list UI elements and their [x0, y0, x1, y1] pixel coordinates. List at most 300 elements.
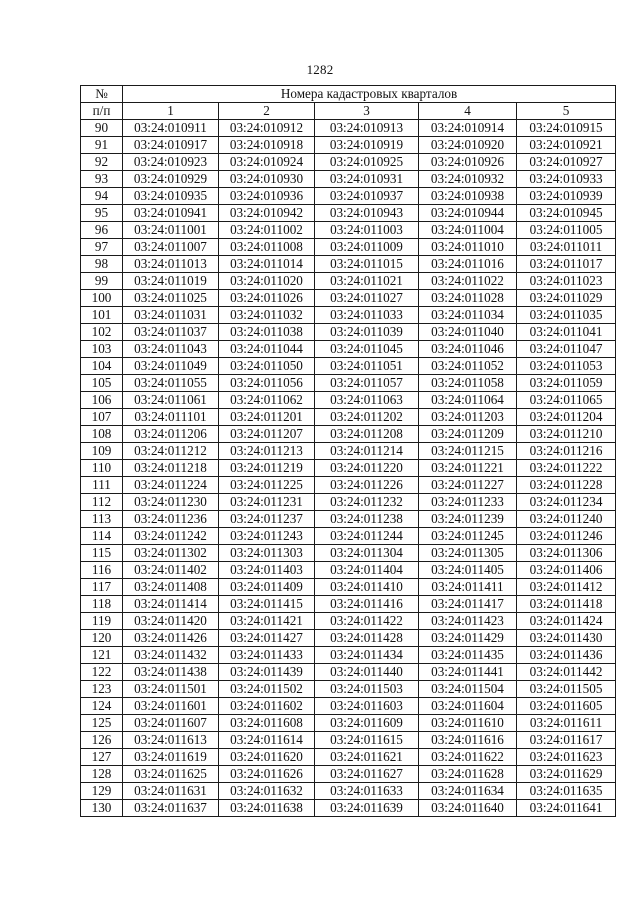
cadastral-quarter-cell: 03:24:011432	[123, 647, 219, 664]
row-number: 125	[81, 715, 123, 732]
cadastral-quarter-cell: 03:24:011409	[219, 579, 315, 596]
cadastral-quarter-cell: 03:24:011015	[315, 256, 419, 273]
table-row	[81, 800, 616, 817]
cadastral-quarter-cell: 03:24:011035	[517, 307, 616, 324]
cadastral-quarter-cell: 03:24:011031	[123, 307, 219, 324]
row-number: 104	[81, 358, 123, 375]
cadastral-quarter-cell: 03:24:011503	[315, 681, 419, 698]
cadastral-quarter-cell: 03:24:011234	[517, 494, 616, 511]
cadastral-quarter-cell: 03:24:011222	[517, 460, 616, 477]
header-column-1: 1	[123, 103, 219, 120]
cadastral-quarter-cell: 03:24:011303	[219, 545, 315, 562]
cadastral-quarter-cell: 03:24:011040	[419, 324, 517, 341]
cadastral-quarter-cell: 03:24:011623	[517, 749, 616, 766]
row-number: 108	[81, 426, 123, 443]
cadastral-quarter-cell: 03:24:011206	[123, 426, 219, 443]
cadastral-quarter-cell: 03:24:010938	[419, 188, 517, 205]
cadastral-quarter-cell: 03:24:011440	[315, 664, 419, 681]
cadastral-quarter-cell: 03:24:011423	[419, 613, 517, 630]
cadastral-quarter-cell: 03:24:011639	[315, 800, 419, 817]
cadastral-quarter-cell: 03:24:010914	[419, 120, 517, 137]
cadastral-quarter-cell: 03:24:011207	[219, 426, 315, 443]
row-number: 103	[81, 341, 123, 358]
table-row	[81, 613, 616, 630]
cadastral-quarter-cell: 03:24:011412	[517, 579, 616, 596]
header-column-4: 4	[419, 103, 517, 120]
cadastral-quarter-cell: 03:24:011065	[517, 392, 616, 409]
cadastral-quarter-cell: 03:24:011601	[123, 698, 219, 715]
cadastral-quarter-cell: 03:24:011436	[517, 647, 616, 664]
cadastral-quarter-cell: 03:24:010917	[123, 137, 219, 154]
cadastral-quarter-cell: 03:24:011502	[219, 681, 315, 698]
cadastral-quarter-cell: 03:24:011633	[315, 783, 419, 800]
cadastral-quarter-cell: 03:24:011306	[517, 545, 616, 562]
cadastral-quarter-cell: 03:24:010929	[123, 171, 219, 188]
cadastral-quarter-cell: 03:24:010923	[123, 154, 219, 171]
cadastral-quarter-cell: 03:24:011238	[315, 511, 419, 528]
cadastral-quarter-cell: 03:24:010935	[123, 188, 219, 205]
cadastral-quarter-cell: 03:24:011051	[315, 358, 419, 375]
cadastral-quarter-cell: 03:24:011242	[123, 528, 219, 545]
table-row	[81, 596, 616, 613]
row-number: 116	[81, 562, 123, 579]
row-number: 121	[81, 647, 123, 664]
cadastral-quarter-cell: 03:24:011022	[419, 273, 517, 290]
table-row	[81, 256, 616, 273]
cadastral-quarter-cell: 03:24:011232	[315, 494, 419, 511]
cadastral-quarter-cell: 03:24:011204	[517, 409, 616, 426]
cadastral-quarter-cell: 03:24:010945	[517, 205, 616, 222]
header-column-2: 2	[219, 103, 315, 120]
cadastral-quarter-cell: 03:24:011045	[315, 341, 419, 358]
cadastral-quarter-cell: 03:24:011637	[123, 800, 219, 817]
cadastral-quarter-cell: 03:24:011033	[315, 307, 419, 324]
table-row	[81, 239, 616, 256]
cadastral-quarter-cell: 03:24:011008	[219, 239, 315, 256]
cadastral-quarter-cell: 03:24:010936	[219, 188, 315, 205]
cadastral-quarter-cell: 03:24:011613	[123, 732, 219, 749]
row-number: 112	[81, 494, 123, 511]
cadastral-quarter-cell: 03:24:011408	[123, 579, 219, 596]
cadastral-quarter-cell: 03:24:011628	[419, 766, 517, 783]
cadastral-quarter-cell: 03:24:011017	[517, 256, 616, 273]
table-row	[81, 766, 616, 783]
cadastral-quarter-cell: 03:24:011227	[419, 477, 517, 494]
cadastral-quarter-cell: 03:24:011240	[517, 511, 616, 528]
cadastral-quarter-cell: 03:24:011430	[517, 630, 616, 647]
table-row	[81, 426, 616, 443]
cadastral-quarter-cell: 03:24:011640	[419, 800, 517, 817]
cadastral-quarter-cell: 03:24:011243	[219, 528, 315, 545]
table-row	[81, 307, 616, 324]
cadastral-quarter-cell: 03:24:011032	[219, 307, 315, 324]
row-number: 95	[81, 205, 123, 222]
table-row	[81, 749, 616, 766]
row-number: 97	[81, 239, 123, 256]
cadastral-quarter-cell: 03:24:011417	[419, 596, 517, 613]
cadastral-quarter-cell: 03:24:011305	[419, 545, 517, 562]
cadastral-quarter-cell: 03:24:011215	[419, 443, 517, 460]
cadastral-quarter-cell: 03:24:011028	[419, 290, 517, 307]
cadastral-quarter-cell: 03:24:011302	[123, 545, 219, 562]
cadastral-quarter-cell: 03:24:011607	[123, 715, 219, 732]
cadastral-quarter-cell: 03:24:011224	[123, 477, 219, 494]
table-row	[81, 783, 616, 800]
table-row	[81, 137, 616, 154]
cadastral-quarter-cell: 03:24:011061	[123, 392, 219, 409]
table-row	[81, 460, 616, 477]
cadastral-quarter-cell: 03:24:011421	[219, 613, 315, 630]
row-number: 122	[81, 664, 123, 681]
cadastral-quarter-cell: 03:24:011246	[517, 528, 616, 545]
cadastral-quarter-cell: 03:24:011041	[517, 324, 616, 341]
cadastral-quarter-cell: 03:24:011411	[419, 579, 517, 596]
cadastral-quarter-cell: 03:24:011020	[219, 273, 315, 290]
row-number: 129	[81, 783, 123, 800]
cadastral-quarter-cell: 03:24:011027	[315, 290, 419, 307]
header-number-sign: №	[81, 86, 123, 103]
cadastral-quarter-cell: 03:24:011063	[315, 392, 419, 409]
cadastral-quarter-cell: 03:24:011422	[315, 613, 419, 630]
cadastral-quarter-cell: 03:24:011629	[517, 766, 616, 783]
page-number: 1282	[306, 62, 334, 77]
row-number: 113	[81, 511, 123, 528]
cadastral-quarter-cell: 03:24:011634	[419, 783, 517, 800]
table-row	[81, 188, 616, 205]
cadastral-quarter-cell: 03:24:011013	[123, 256, 219, 273]
row-number: 111	[81, 477, 123, 494]
cadastral-quarter-cell: 03:24:011202	[315, 409, 419, 426]
cadastral-quarter-cell: 03:24:011608	[219, 715, 315, 732]
cadastral-quarter-cell: 03:24:011622	[419, 749, 517, 766]
cadastral-quarter-cell: 03:24:010911	[123, 120, 219, 137]
cadastral-quarter-cell: 03:24:011011	[517, 239, 616, 256]
cadastral-quarter-cell: 03:24:010921	[517, 137, 616, 154]
cadastral-quarter-cell: 03:24:011404	[315, 562, 419, 579]
row-number: 105	[81, 375, 123, 392]
table-row	[81, 205, 616, 222]
cadastral-quarter-cell: 03:24:011418	[517, 596, 616, 613]
cadastral-quarter-cell: 03:24:011016	[419, 256, 517, 273]
cadastral-quarter-cell: 03:24:011414	[123, 596, 219, 613]
row-number: 127	[81, 749, 123, 766]
cadastral-quarter-cell: 03:24:011004	[419, 222, 517, 239]
cadastral-quarter-cell: 03:24:011203	[419, 409, 517, 426]
cadastral-quarter-cell: 03:24:011439	[219, 664, 315, 681]
cadastral-quarter-cell: 03:24:011062	[219, 392, 315, 409]
cadastral-quarter-cell: 03:24:011101	[123, 409, 219, 426]
cadastral-quarter-cell: 03:24:010941	[123, 205, 219, 222]
row-number: 99	[81, 273, 123, 290]
cadastral-quarter-cell: 03:24:011429	[419, 630, 517, 647]
cadastral-quarter-cell: 03:24:011233	[419, 494, 517, 511]
row-number: 126	[81, 732, 123, 749]
cadastral-quarter-cell: 03:24:011228	[517, 477, 616, 494]
cadastral-quarter-cell: 03:24:011050	[219, 358, 315, 375]
cadastral-quarter-cell: 03:24:011627	[315, 766, 419, 783]
cadastral-quarter-cell: 03:24:011053	[517, 358, 616, 375]
cadastral-quarter-cell: 03:24:011037	[123, 324, 219, 341]
row-number: 128	[81, 766, 123, 783]
row-number: 124	[81, 698, 123, 715]
cadastral-quarter-cell: 03:24:011441	[419, 664, 517, 681]
table-row	[81, 698, 616, 715]
table-row	[81, 409, 616, 426]
cadastral-quarter-cell: 03:24:011619	[123, 749, 219, 766]
row-number: 100	[81, 290, 123, 307]
cadastral-quarter-cell: 03:24:011225	[219, 477, 315, 494]
cadastral-quarter-cell: 03:24:011010	[419, 239, 517, 256]
row-number: 98	[81, 256, 123, 273]
cadastral-quarter-cell: 03:24:010943	[315, 205, 419, 222]
cadastral-quarter-cell: 03:24:011236	[123, 511, 219, 528]
cadastral-quarter-cell: 03:24:010918	[219, 137, 315, 154]
cadastral-quarter-cell: 03:24:011427	[219, 630, 315, 647]
cadastral-quarter-cell: 03:24:011641	[517, 800, 616, 817]
cadastral-quarter-cell: 03:24:011625	[123, 766, 219, 783]
cadastral-quarter-cell: 03:24:011005	[517, 222, 616, 239]
cadastral-quarter-cell: 03:24:011610	[419, 715, 517, 732]
cadastral-quarter-cell: 03:24:010933	[517, 171, 616, 188]
table-row	[81, 732, 616, 749]
cadastral-quarter-cell: 03:24:010931	[315, 171, 419, 188]
cadastral-quarter-cell: 03:24:011210	[517, 426, 616, 443]
cadastral-quarters-table	[80, 85, 616, 817]
header-number-abbr: п/п	[81, 103, 123, 120]
cadastral-quarter-cell: 03:24:010930	[219, 171, 315, 188]
cadastral-quarter-cell: 03:24:011046	[419, 341, 517, 358]
cadastral-quarter-cell: 03:24:011025	[123, 290, 219, 307]
header-row-top	[81, 86, 616, 103]
table-row	[81, 290, 616, 307]
cadastral-quarter-cell: 03:24:011604	[419, 698, 517, 715]
cadastral-quarter-cell: 03:24:011003	[315, 222, 419, 239]
cadastral-quarter-cell: 03:24:011057	[315, 375, 419, 392]
cadastral-quarter-cell: 03:24:011220	[315, 460, 419, 477]
cadastral-quarter-cell: 03:24:010912	[219, 120, 315, 137]
cadastral-quarter-cell: 03:24:011219	[219, 460, 315, 477]
cadastral-quarter-cell: 03:24:011218	[123, 460, 219, 477]
cadastral-quarter-cell: 03:24:011424	[517, 613, 616, 630]
cadastral-quarter-cell: 03:24:011209	[419, 426, 517, 443]
cadastral-quarter-cell: 03:24:011058	[419, 375, 517, 392]
table-row	[81, 375, 616, 392]
cadastral-quarter-cell: 03:24:011438	[123, 664, 219, 681]
table-body	[81, 120, 616, 817]
cadastral-quarter-cell: 03:24:011221	[419, 460, 517, 477]
cadastral-quarter-cell: 03:24:011014	[219, 256, 315, 273]
cadastral-quarter-cell: 03:24:011420	[123, 613, 219, 630]
header-row-bottom	[81, 103, 616, 120]
table-row	[81, 171, 616, 188]
table-row	[81, 681, 616, 698]
cadastral-quarter-cell: 03:24:011615	[315, 732, 419, 749]
row-number: 101	[81, 307, 123, 324]
cadastral-quarter-cell: 03:24:011614	[219, 732, 315, 749]
cadastral-quarter-cell: 03:24:011304	[315, 545, 419, 562]
row-number: 115	[81, 545, 123, 562]
row-number: 119	[81, 613, 123, 630]
table-row	[81, 477, 616, 494]
cadastral-quarter-cell: 03:24:011405	[419, 562, 517, 579]
row-number: 107	[81, 409, 123, 426]
table-row	[81, 579, 616, 596]
row-number: 118	[81, 596, 123, 613]
cadastral-quarter-cell: 03:24:010942	[219, 205, 315, 222]
row-number: 91	[81, 137, 123, 154]
cadastral-quarter-cell: 03:24:011434	[315, 647, 419, 664]
row-number: 123	[81, 681, 123, 698]
cadastral-quarter-cell: 03:24:011009	[315, 239, 419, 256]
cadastral-quarter-cell: 03:24:011605	[517, 698, 616, 715]
cadastral-quarter-cell: 03:24:010932	[419, 171, 517, 188]
cadastral-quarter-cell: 03:24:010920	[419, 137, 517, 154]
cadastral-quarter-cell: 03:24:011052	[419, 358, 517, 375]
table-row	[81, 562, 616, 579]
cadastral-quarter-cell: 03:24:011059	[517, 375, 616, 392]
row-number: 93	[81, 171, 123, 188]
cadastral-quarter-cell: 03:24:011617	[517, 732, 616, 749]
cadastral-quarter-cell: 03:24:011038	[219, 324, 315, 341]
cadastral-quarter-cell: 03:24:011428	[315, 630, 419, 647]
cadastral-quarter-cell: 03:24:010925	[315, 154, 419, 171]
cadastral-quarter-cell: 03:24:011616	[419, 732, 517, 749]
cadastral-quarter-cell: 03:24:011415	[219, 596, 315, 613]
cadastral-quarter-cell: 03:24:011023	[517, 273, 616, 290]
cadastral-quarter-cell: 03:24:011244	[315, 528, 419, 545]
cadastral-quarter-cell: 03:24:011056	[219, 375, 315, 392]
cadastral-quarter-cell: 03:24:011064	[419, 392, 517, 409]
cadastral-quarter-cell: 03:24:010919	[315, 137, 419, 154]
cadastral-quarter-cell: 03:24:011047	[517, 341, 616, 358]
cadastral-quarter-cell: 03:24:011426	[123, 630, 219, 647]
cadastral-quarter-cell: 03:24:011213	[219, 443, 315, 460]
table-row	[81, 664, 616, 681]
cadastral-quarter-cell: 03:24:011002	[219, 222, 315, 239]
cadastral-quarter-cell: 03:24:011433	[219, 647, 315, 664]
table-row	[81, 273, 616, 290]
cadastral-quarter-cell: 03:24:011055	[123, 375, 219, 392]
row-number: 92	[81, 154, 123, 171]
row-number: 96	[81, 222, 123, 239]
cadastral-quarter-cell: 03:24:011029	[517, 290, 616, 307]
cadastral-quarter-cell: 03:24:011435	[419, 647, 517, 664]
table-row	[81, 358, 616, 375]
cadastral-quarter-cell: 03:24:011505	[517, 681, 616, 698]
header-column-5: 5	[517, 103, 616, 120]
cadastral-quarter-cell: 03:24:011043	[123, 341, 219, 358]
cadastral-quarter-cell: 03:24:011609	[315, 715, 419, 732]
cadastral-quarter-cell: 03:24:011635	[517, 783, 616, 800]
cadastral-quarter-cell: 03:24:011019	[123, 273, 219, 290]
table-row	[81, 545, 616, 562]
table-row	[81, 324, 616, 341]
cadastral-quarter-cell: 03:24:011403	[219, 562, 315, 579]
cadastral-quarter-cell: 03:24:011208	[315, 426, 419, 443]
cadastral-quarter-cell: 03:24:010944	[419, 205, 517, 222]
cadastral-quarter-cell: 03:24:010926	[419, 154, 517, 171]
table-row	[81, 511, 616, 528]
table-row	[81, 154, 616, 171]
cadastral-quarter-cell: 03:24:011245	[419, 528, 517, 545]
cadastral-quarter-cell: 03:24:011620	[219, 749, 315, 766]
cadastral-quarter-cell: 03:24:011410	[315, 579, 419, 596]
cadastral-quarter-cell: 03:24:011237	[219, 511, 315, 528]
table-row	[81, 341, 616, 358]
row-number: 94	[81, 188, 123, 205]
cadastral-quarter-cell: 03:24:011239	[419, 511, 517, 528]
cadastral-quarter-cell: 03:24:011201	[219, 409, 315, 426]
table-row	[81, 528, 616, 545]
row-number: 120	[81, 630, 123, 647]
cadastral-quarter-cell: 03:24:011212	[123, 443, 219, 460]
cadastral-quarter-cell: 03:24:011638	[219, 800, 315, 817]
row-number: 102	[81, 324, 123, 341]
cadastral-quarter-cell: 03:24:011049	[123, 358, 219, 375]
cadastral-quarter-cell: 03:24:011611	[517, 715, 616, 732]
cadastral-quarter-cell: 03:24:010927	[517, 154, 616, 171]
row-number: 110	[81, 460, 123, 477]
cadastral-quarter-cell: 03:24:011021	[315, 273, 419, 290]
cadastral-quarter-cell: 03:24:011632	[219, 783, 315, 800]
cadastral-quarter-cell: 03:24:011602	[219, 698, 315, 715]
cadastral-quarter-cell: 03:24:011007	[123, 239, 219, 256]
table-row	[81, 630, 616, 647]
cadastral-quarter-cell: 03:24:011214	[315, 443, 419, 460]
cadastral-quarter-cell: 03:24:010924	[219, 154, 315, 171]
row-number: 90	[81, 120, 123, 137]
table-row	[81, 443, 616, 460]
row-number: 117	[81, 579, 123, 596]
cadastral-quarter-cell: 03:24:011226	[315, 477, 419, 494]
cadastral-quarter-cell: 03:24:011626	[219, 766, 315, 783]
cadastral-quarter-cell: 03:24:011216	[517, 443, 616, 460]
cadastral-quarter-cell: 03:24:011026	[219, 290, 315, 307]
cadastral-quarter-cell: 03:24:011402	[123, 562, 219, 579]
cadastral-quarter-cell: 03:24:010913	[315, 120, 419, 137]
table-row	[81, 715, 616, 732]
cadastral-quarter-cell: 03:24:011231	[219, 494, 315, 511]
cadastral-quarter-cell: 03:24:011501	[123, 681, 219, 698]
cadastral-quarter-cell: 03:24:010937	[315, 188, 419, 205]
table-row	[81, 222, 616, 239]
table-row	[81, 647, 616, 664]
table-row	[81, 494, 616, 511]
cadastral-quarter-cell: 03:24:011044	[219, 341, 315, 358]
cadastral-quarter-cell: 03:24:011039	[315, 324, 419, 341]
row-number: 106	[81, 392, 123, 409]
cadastral-quarter-cell: 03:24:011442	[517, 664, 616, 681]
cadastral-quarter-cell: 03:24:011034	[419, 307, 517, 324]
row-number: 114	[81, 528, 123, 545]
header-group-title: Номера кадастровых кварталов	[123, 86, 616, 103]
row-number: 109	[81, 443, 123, 460]
cadastral-quarter-cell: 03:24:011406	[517, 562, 616, 579]
cadastral-quarter-cell: 03:24:011603	[315, 698, 419, 715]
table-row	[81, 120, 616, 137]
cadastral-quarter-cell: 03:24:011230	[123, 494, 219, 511]
cadastral-quarter-cell: 03:24:010939	[517, 188, 616, 205]
cadastral-quarter-cell: 03:24:011631	[123, 783, 219, 800]
header-column-3: 3	[315, 103, 419, 120]
cadastral-quarter-cell: 03:24:011504	[419, 681, 517, 698]
row-number: 130	[81, 800, 123, 817]
cadastral-quarter-cell: 03:24:011621	[315, 749, 419, 766]
cadastral-quarter-cell: 03:24:011001	[123, 222, 219, 239]
cadastral-quarter-cell: 03:24:011416	[315, 596, 419, 613]
table-row	[81, 392, 616, 409]
cadastral-quarter-cell: 03:24:010915	[517, 120, 616, 137]
